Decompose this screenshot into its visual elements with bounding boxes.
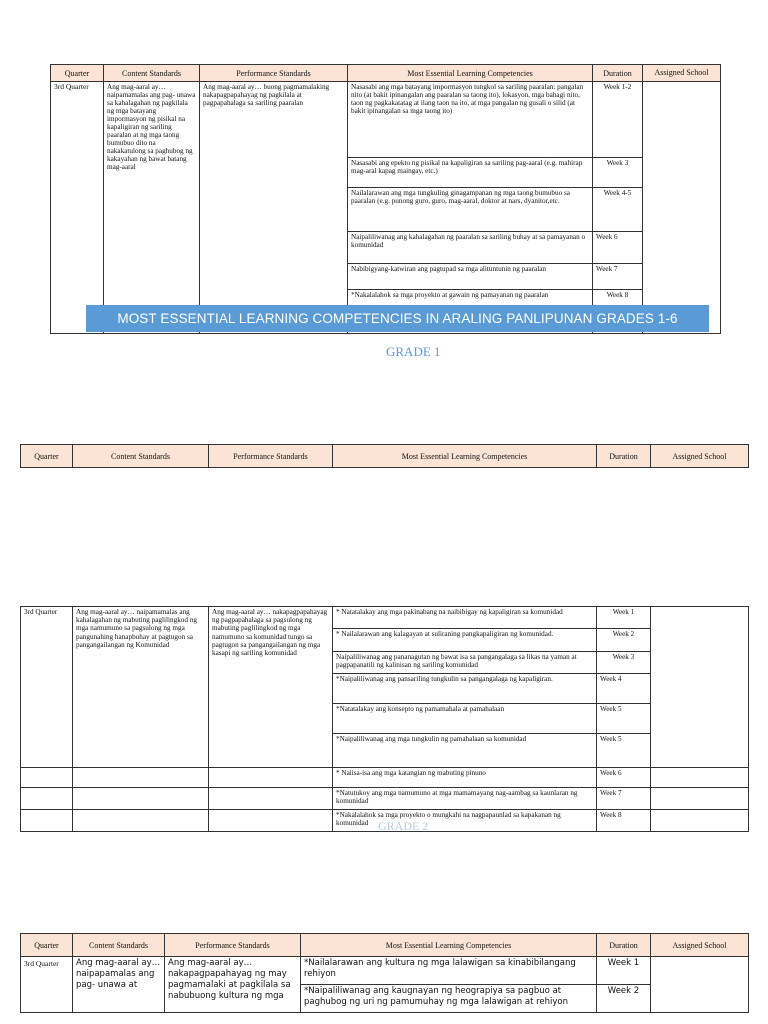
melc-cell: Nailalarawan ang mga tungkuling ginagampanan ng mga taong bumubuo sa paaralan (e.g. punong guro, guro, mag-aaral, doktor at nars, dyanitor,etc. [348,188,593,232]
content-standards-cell: Ang mag-aaral ay… naipamamalas ang kahalagahan ng mabuting paglilingkod ng mga namumuno sa pagsulong ng mga pangunahing hanapbuhay at pagtugon sa pangangailangan ng Komunidad [73,607,209,768]
duration-header: Duration [593,65,643,82]
document-banner: MOST ESSENTIAL LEARNING COMPETENCIES IN ARALING PANLIPUNAN GRADES 1-6 [86,305,709,332]
quarter-cell [21,788,73,810]
content-standards-header: Content Standards [104,65,200,82]
grade1-title: GRADE 1 [386,344,441,359]
content-standards-cell: Ang mag-aaral ay… naipamamalas ang pag- unawa sa kahalagahan ng pagkilala ng mga batayang impormasyon ng pisikal na kapaligiran ng sariling paaralan at ng mga taong bumubuo dito na nakakatulong sa paghubog ng kakayahan ng bawat batang mag-aaral [104,82,200,334]
quarter-cell [21,810,73,832]
grade3-table [20,933,749,1013]
assigned-school-header: Assigned School [651,934,749,957]
performance-standards-header: Performance Standards [209,445,333,468]
table-header-row [21,445,749,468]
table-row [21,768,749,788]
quarter-cell: 3rd Quarter [21,607,73,768]
performance-standards-cell: Ang mag-aaral ay… nakapagpapahayag ng may pagmamalaki at pagkilala sa nabubuong kultura ng mga [165,957,301,1013]
assigned-school-cell [651,768,749,788]
assigned-school-cell [651,957,749,1013]
performance-standards-cell [209,788,333,810]
melc-cell: *Nakalalahok sa mga proyekto o mungkahi na nagpapaunlad sa kapakanan ng komunidad [333,810,597,832]
content-standards-cell [73,768,209,788]
duration-cell: Week 5 [597,704,651,734]
performance-standards-header: Performance Standards [200,65,348,82]
table-header-row [51,65,721,82]
grade1-table [50,64,721,334]
melc-cell: *Naipaliliwanag ang pansariling tungkulin sa pangangalaga ng kapaligiran. [333,674,597,704]
assigned-school-header: Assigned School [643,65,721,82]
melc-cell: Naipaliliwanag ang pananagutan ng bawat isa sa pangangalaga sa likas na yaman at pagpapanatili ng kalinisan ng sariling komunidad [333,652,597,674]
melc-cell: * Natatalakay ang mga pakinabang na naibibigay ng kapaligiran sa komunidad [333,607,597,629]
content-standards-header: Content Standards [73,445,209,468]
melc-cell: *Naipaliliwanag ang mga tungkulin ng pamahalaan sa komunidad [333,734,597,768]
duration-cell: Week 6 [597,768,651,788]
assigned-school-cell [651,810,749,832]
performance-standards-header: Performance Standards [165,934,301,957]
duration-cell: Week 7 [593,264,643,290]
melc-cell: * Nailalarawan ang kalagayan at suliraning pangkapaligiran ng komunidad. [333,629,597,652]
performance-standards-cell [209,768,333,788]
grade2-header-table [20,444,749,468]
duration-cell: Week 2 [597,985,651,1013]
performance-standards-cell [209,810,333,832]
melc-cell: Nasasabi ang mga batayang impormasyon tungkol sa sariling paaralan: pangalan nito (at bakit ipinangalan ang paaralan sa taong ito), lokasyon, mga bahagi nito, taon ng pagkakatatag at ilang taon na ito, at mga pangalan ng gusali o silid (at bakit ipinangalan sa mga taong ito) [348,82,593,158]
melc-header: Most Essential Learning Competencies [333,445,597,468]
duration-cell: Week 7 [597,788,651,810]
melc-cell: *Natutukoy ang mga namumuno at mga mamamayang nag-aambag sa kaunlaran ng komunidad [333,788,597,810]
duration-cell: Week 4-5 [593,188,643,232]
duration-cell: Week 5 [597,734,651,768]
table-row [21,788,749,810]
table-row [21,957,749,985]
melc-cell: Naipaliliwanag ang kahalagahan ng paaralan sa sariling buhay at sa pamayanan o komunidad [348,232,593,264]
melc-cell: * Naiisa-isa ang mga katangian ng mabuting pinuno [333,768,597,788]
duration-header: Duration [597,934,651,957]
grade2-table [20,606,749,832]
duration-cell: Week 1 [597,957,651,985]
duration-cell: Week 1 [597,607,651,629]
table-row [21,607,749,629]
quarter-cell [21,768,73,788]
duration-cell: Week 6 [593,232,643,264]
melc-cell: *Naipaliliwanag ang kaugnayan ng heograpiya sa pagbuo at paghubog ng uri ng pamumuhay ng mga lalawigan at rehiyon [301,985,597,1013]
duration-cell: Week 2 [597,629,651,652]
melc-cell: *Nakalalahok sa mga proyekto at gawain ng pamayanan ng paaralan [348,290,593,334]
quarter-header: Quarter [21,934,73,957]
assigned-school-cell [651,607,749,768]
assigned-school-header: Assigned School [651,445,749,468]
performance-standards-cell: Ang mag-aaral ay… buong pagmamalaking nakapagpapahayag ng pagkilala at pagpapahalaga sa sariling paaralan [200,82,348,334]
duration-cell: Week 3 [593,158,643,188]
quarter-header: Quarter [51,65,104,82]
duration-cell: Week 4 [597,674,651,704]
melc-cell: *Natatalakay ang konsepto ng pamamahala at pamahalaan [333,704,597,734]
duration-cell: Week 8 [593,290,643,334]
content-standards-cell [73,788,209,810]
performance-standards-cell: Ang mag-aaral ay… nakapagpapahayag ng pagpapahalaga sa pagsulong ng mabuting paglilingkod ng mga namumuno sa komunidad tungo sa pagtugon sa pangangailangan ng mga kasapi ng sariling komunidad [209,607,333,768]
content-standards-cell [73,810,209,832]
table-header-row [21,934,749,957]
melc-header: Most Essential Learning Competencies [348,65,593,82]
melc-cell: Nasasabi ang epekto ng pisikal na kapaligiran sa sariling pag-aaral (e.g. mahirap mag-aral kapag maingay, etc.) [348,158,593,188]
melc-cell: *Nailalarawan ang kultura ng mga lalawigan sa kinabibilangang rehiyon [301,957,597,985]
duration-cell: Week 1-2 [593,82,643,158]
quarter-cell: 3rd Quarter [21,957,73,1013]
duration-cell: Week 8 [597,810,651,832]
grade2-title: GRADE 2 [378,819,429,833]
duration-header: Duration [597,445,651,468]
melc-header: Most Essential Learning Competencies [301,934,597,957]
assigned-school-cell [643,82,721,334]
assigned-school-cell [651,788,749,810]
quarter-cell: 3rd Quarter [51,82,104,334]
content-standards-cell: Ang mag-aaral ay… naipapamalas ang pag- unawa at [73,957,165,1013]
quarter-header: Quarter [21,445,73,468]
duration-cell: Week 3 [597,652,651,674]
melc-cell: Nabibigyang-katwiran ang pagtupad sa mga alituntunin ng paaralan [348,264,593,290]
table-row [51,82,721,158]
content-standards-header: Content Standards [73,934,165,957]
